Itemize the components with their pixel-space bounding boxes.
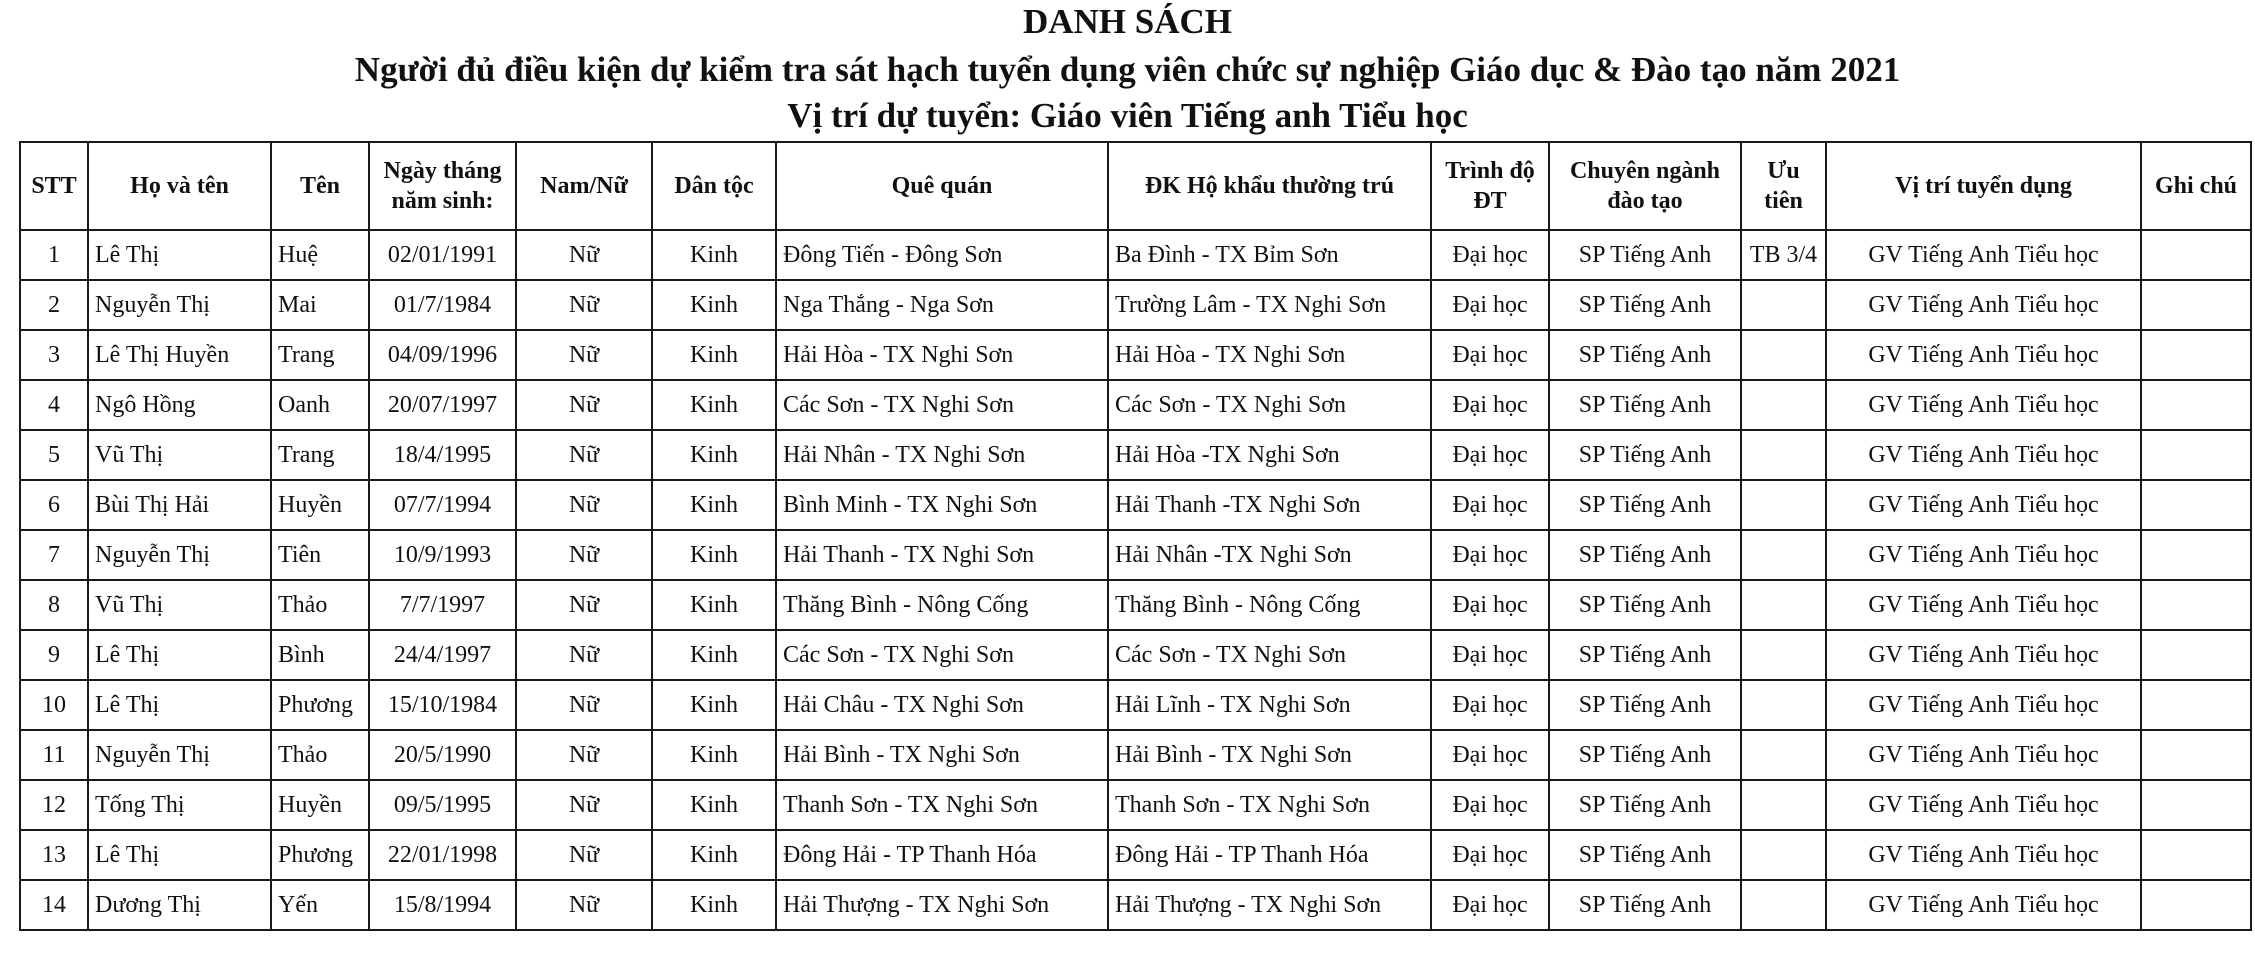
cell-uu-tien [1741, 330, 1826, 380]
cell-vi-tri: GV Tiếng Anh Tiểu học [1826, 430, 2141, 480]
table-row [20, 380, 2251, 430]
cell-ho-khau: Hải Hòa - TX Nghi Sơn [1108, 330, 1431, 380]
cell-dan-toc: Kinh [652, 880, 776, 930]
cell-ten: Trang [271, 330, 369, 380]
cell-ghi-chu [2141, 880, 2251, 930]
cell-ho-ten: Lê Thị [88, 830, 271, 880]
cell-stt: 5 [20, 430, 88, 480]
cell-ngay-sinh: 20/5/1990 [369, 730, 516, 780]
header-vi-tri: Vị trí tuyển dụng [1826, 142, 2141, 230]
cell-trinh-do: Đại học [1431, 530, 1549, 580]
table-row [20, 580, 2251, 630]
table-header-row [20, 142, 2251, 230]
cell-gioi-tinh: Nữ [516, 680, 652, 730]
cell-trinh-do: Đại học [1431, 430, 1549, 480]
cell-ngay-sinh: 15/10/1984 [369, 680, 516, 730]
cell-trinh-do: Đại học [1431, 680, 1549, 730]
header-ghi-chu: Ghi chú [2141, 142, 2251, 230]
cell-uu-tien [1741, 680, 1826, 730]
cell-stt: 2 [20, 280, 88, 330]
cell-ten: Mai [271, 280, 369, 330]
cell-ten: Tiên [271, 530, 369, 580]
cell-trinh-do: Đại học [1431, 380, 1549, 430]
cell-ho-khau: Các Sơn - TX Nghi Sơn [1108, 630, 1431, 680]
cell-ten: Huyền [271, 480, 369, 530]
cell-ho-khau: Các Sơn - TX Nghi Sơn [1108, 380, 1431, 430]
cell-ngay-sinh: 02/01/1991 [369, 230, 516, 280]
cell-stt: 9 [20, 630, 88, 680]
cell-ghi-chu [2141, 730, 2251, 780]
cell-ho-ten: Ngô Hồng [88, 380, 271, 430]
cell-que-quan: Thanh Sơn - TX Nghi Sơn [776, 780, 1108, 830]
cell-chuyen-nganh: SP Tiếng Anh [1549, 580, 1741, 630]
cell-ho-ten: Vũ Thị [88, 580, 271, 630]
cell-ghi-chu [2141, 680, 2251, 730]
cell-ghi-chu [2141, 380, 2251, 430]
cell-uu-tien [1741, 480, 1826, 530]
cell-vi-tri: GV Tiếng Anh Tiểu học [1826, 580, 2141, 630]
cell-chuyen-nganh: SP Tiếng Anh [1549, 680, 1741, 730]
cell-ten: Yến [271, 880, 369, 930]
cell-ngay-sinh: 07/7/1994 [369, 480, 516, 530]
cell-uu-tien [1741, 630, 1826, 680]
cell-vi-tri: GV Tiếng Anh Tiểu học [1826, 680, 2141, 730]
cell-ho-ten: Lê Thị Huyền [88, 330, 271, 380]
cell-ho-khau: Hải Thanh -TX Nghi Sơn [1108, 480, 1431, 530]
cell-que-quan: Hải Thanh - TX Nghi Sơn [776, 530, 1108, 580]
table-row [20, 680, 2251, 730]
cell-ghi-chu [2141, 480, 2251, 530]
cell-ho-khau: Thăng Bình - Nông Cống [1108, 580, 1431, 630]
cell-ghi-chu [2141, 830, 2251, 880]
cell-stt: 13 [20, 830, 88, 880]
cell-ho-khau: Đông Hải - TP Thanh Hóa [1108, 830, 1431, 880]
cell-uu-tien [1741, 730, 1826, 780]
document-title: DANH SÁCH [1022, 2, 1233, 41]
cell-ngay-sinh: 15/8/1994 [369, 880, 516, 930]
cell-trinh-do: Đại học [1431, 230, 1549, 280]
cell-dan-toc: Kinh [652, 580, 776, 630]
cell-uu-tien [1741, 830, 1826, 880]
cell-gioi-tinh: Nữ [516, 830, 652, 880]
cell-ho-ten: Tống Thị [88, 780, 271, 830]
cell-trinh-do: Đại học [1431, 830, 1549, 880]
cell-uu-tien [1741, 280, 1826, 330]
cell-trinh-do: Đại học [1431, 780, 1549, 830]
table-row [20, 630, 2251, 680]
cell-gioi-tinh: Nữ [516, 230, 652, 280]
cell-que-quan: Hải Thượng - TX Nghi Sơn [776, 880, 1108, 930]
cell-dan-toc: Kinh [652, 330, 776, 380]
cell-dan-toc: Kinh [652, 730, 776, 780]
cell-ghi-chu [2141, 780, 2251, 830]
table-row [20, 830, 2251, 880]
cell-ghi-chu [2141, 280, 2251, 330]
cell-gioi-tinh: Nữ [516, 880, 652, 930]
cell-vi-tri: GV Tiếng Anh Tiểu học [1826, 230, 2141, 280]
cell-ngay-sinh: 09/5/1995 [369, 780, 516, 830]
cell-dan-toc: Kinh [652, 380, 776, 430]
header-gioi-tinh: Nam/Nữ [516, 142, 652, 230]
cell-ho-khau: Hải Bình - TX Nghi Sơn [1108, 730, 1431, 780]
cell-uu-tien [1741, 780, 1826, 830]
cell-que-quan: Nga Thắng - Nga Sơn [776, 280, 1108, 330]
cell-ghi-chu [2141, 580, 2251, 630]
cell-dan-toc: Kinh [652, 630, 776, 680]
cell-ho-ten: Nguyễn Thị [88, 530, 271, 580]
cell-vi-tri: GV Tiếng Anh Tiểu học [1826, 330, 2141, 380]
cell-chuyen-nganh: SP Tiếng Anh [1549, 630, 1741, 680]
table-row [20, 480, 2251, 530]
cell-stt: 12 [20, 780, 88, 830]
cell-stt: 4 [20, 380, 88, 430]
cell-dan-toc: Kinh [652, 430, 776, 480]
header-dan-toc: Dân tộc [652, 142, 776, 230]
cell-vi-tri: GV Tiếng Anh Tiểu học [1826, 780, 2141, 830]
cell-ho-ten: Nguyễn Thị [88, 730, 271, 780]
cell-ngay-sinh: 24/4/1997 [369, 630, 516, 680]
table-row [20, 330, 2251, 380]
cell-ten: Thảo [271, 580, 369, 630]
cell-ho-ten: Bùi Thị Hải [88, 480, 271, 530]
header-uu-tien: Ưu tiên [1741, 142, 1826, 230]
cell-que-quan: Hải Hòa - TX Nghi Sơn [776, 330, 1108, 380]
cell-vi-tri: GV Tiếng Anh Tiểu học [1826, 880, 2141, 930]
cell-dan-toc: Kinh [652, 280, 776, 330]
cell-ten: Phương [271, 830, 369, 880]
cell-gioi-tinh: Nữ [516, 630, 652, 680]
cell-stt: 14 [20, 880, 88, 930]
cell-gioi-tinh: Nữ [516, 280, 652, 330]
document-subtitle: Người đủ điều kiện dự kiểm tra sát hạch tuyển dụng viên chức sự nghiệp Giáo dục & Đào tạo năm 2021 [354, 50, 1901, 89]
header-ngay-sinh: Ngày tháng năm sinh: [369, 142, 516, 230]
cell-ten: Thảo [271, 730, 369, 780]
cell-chuyen-nganh: SP Tiếng Anh [1549, 530, 1741, 580]
cell-uu-tien [1741, 880, 1826, 930]
cell-gioi-tinh: Nữ [516, 730, 652, 780]
cell-trinh-do: Đại học [1431, 880, 1549, 930]
cell-ho-khau: Trường Lâm - TX Nghi Sơn [1108, 280, 1431, 330]
cell-stt: 10 [20, 680, 88, 730]
cell-ngay-sinh: 7/7/1997 [369, 580, 516, 630]
cell-trinh-do: Đại học [1431, 280, 1549, 330]
cell-ngay-sinh: 04/09/1996 [369, 330, 516, 380]
table-row [20, 880, 2251, 930]
cell-chuyen-nganh: SP Tiếng Anh [1549, 730, 1741, 780]
cell-ho-khau: Hải Lĩnh - TX Nghi Sơn [1108, 680, 1431, 730]
cell-gioi-tinh: Nữ [516, 530, 652, 580]
header-chuyen-nganh: Chuyên ngành đào tạo [1549, 142, 1741, 230]
cell-chuyen-nganh: SP Tiếng Anh [1549, 880, 1741, 930]
cell-stt: 7 [20, 530, 88, 580]
cell-gioi-tinh: Nữ [516, 480, 652, 530]
cell-ngay-sinh: 10/9/1993 [369, 530, 516, 580]
cell-ho-ten: Lê Thị [88, 680, 271, 730]
cell-trinh-do: Đại học [1431, 330, 1549, 380]
cell-que-quan: Hải Châu - TX Nghi Sơn [776, 680, 1108, 730]
cell-dan-toc: Kinh [652, 680, 776, 730]
cell-ho-ten: Vũ Thị [88, 430, 271, 480]
table-row [20, 280, 2251, 330]
table-row [20, 530, 2251, 580]
cell-stt: 3 [20, 330, 88, 380]
cell-ten: Huệ [271, 230, 369, 280]
cell-ho-khau: Hải Thượng - TX Nghi Sơn [1108, 880, 1431, 930]
table-body [20, 230, 2251, 930]
cell-chuyen-nganh: SP Tiếng Anh [1549, 430, 1741, 480]
cell-que-quan: Hải Bình - TX Nghi Sơn [776, 730, 1108, 780]
cell-uu-tien [1741, 430, 1826, 480]
cell-vi-tri: GV Tiếng Anh Tiểu học [1826, 730, 2141, 780]
cell-chuyen-nganh: SP Tiếng Anh [1549, 780, 1741, 830]
cell-ngay-sinh: 01/7/1984 [369, 280, 516, 330]
header-stt: STT [20, 142, 88, 230]
header-que-quan: Quê quán [776, 142, 1108, 230]
cell-trinh-do: Đại học [1431, 730, 1549, 780]
cell-ngay-sinh: 20/07/1997 [369, 380, 516, 430]
header-ten: Tên [271, 142, 369, 230]
header-trinh-do: Trình độ ĐT [1431, 142, 1549, 230]
table-row [20, 780, 2251, 830]
cell-ho-ten: Lê Thị [88, 630, 271, 680]
cell-ghi-chu [2141, 330, 2251, 380]
cell-ho-khau: Thanh Sơn - TX Nghi Sơn [1108, 780, 1431, 830]
cell-vi-tri: GV Tiếng Anh Tiểu học [1826, 380, 2141, 430]
cell-gioi-tinh: Nữ [516, 380, 652, 430]
cell-chuyen-nganh: SP Tiếng Anh [1549, 830, 1741, 880]
cell-que-quan: Các Sơn - TX Nghi Sơn [776, 380, 1108, 430]
cell-ten: Trang [271, 430, 369, 480]
cell-trinh-do: Đại học [1431, 630, 1549, 680]
cell-ten: Huyền [271, 780, 369, 830]
candidate-table [19, 141, 2252, 931]
cell-stt: 11 [20, 730, 88, 780]
cell-gioi-tinh: Nữ [516, 330, 652, 380]
cell-que-quan: Hải Nhân - TX Nghi Sơn [776, 430, 1108, 480]
cell-dan-toc: Kinh [652, 530, 776, 580]
cell-ho-ten: Lê Thị [88, 230, 271, 280]
cell-dan-toc: Kinh [652, 230, 776, 280]
cell-que-quan: Các Sơn - TX Nghi Sơn [776, 630, 1108, 680]
table-row [20, 230, 2251, 280]
cell-trinh-do: Đại học [1431, 580, 1549, 630]
cell-stt: 1 [20, 230, 88, 280]
cell-chuyen-nganh: SP Tiếng Anh [1549, 330, 1741, 380]
cell-vi-tri: GV Tiếng Anh Tiểu học [1826, 280, 2141, 330]
cell-ho-khau: Ba Đình - TX Bỉm Sơn [1108, 230, 1431, 280]
cell-ten: Phương [271, 680, 369, 730]
header-ho-ten: Họ và tên [88, 142, 271, 230]
cell-ghi-chu [2141, 230, 2251, 280]
cell-chuyen-nganh: SP Tiếng Anh [1549, 480, 1741, 530]
cell-dan-toc: Kinh [652, 480, 776, 530]
cell-trinh-do: Đại học [1431, 480, 1549, 530]
table-row [20, 430, 2251, 480]
cell-ho-khau: Hải Nhân -TX Nghi Sơn [1108, 530, 1431, 580]
cell-uu-tien: TB 3/4 [1741, 230, 1826, 280]
cell-ho-ten: Dương Thị [88, 880, 271, 930]
cell-gioi-tinh: Nữ [516, 780, 652, 830]
cell-que-quan: Thăng Bình - Nông Cống [776, 580, 1108, 630]
cell-que-quan: Đông Hải - TP Thanh Hóa [776, 830, 1108, 880]
cell-chuyen-nganh: SP Tiếng Anh [1549, 380, 1741, 430]
cell-ho-ten: Nguyễn Thị [88, 280, 271, 330]
cell-vi-tri: GV Tiếng Anh Tiểu học [1826, 630, 2141, 680]
cell-dan-toc: Kinh [652, 830, 776, 880]
cell-que-quan: Bình Minh - TX Nghi Sơn [776, 480, 1108, 530]
cell-que-quan: Đông Tiến - Đông Sơn [776, 230, 1108, 280]
header-ho-khau: ĐK Hộ khẩu thường trú [1108, 142, 1431, 230]
cell-uu-tien [1741, 580, 1826, 630]
cell-ho-khau: Hải Hòa -TX Nghi Sơn [1108, 430, 1431, 480]
cell-stt: 8 [20, 580, 88, 630]
position-line: Vị trí dự tuyển: Giáo viên Tiếng anh Tiểu học [787, 96, 1468, 135]
cell-stt: 6 [20, 480, 88, 530]
cell-ghi-chu [2141, 530, 2251, 580]
cell-ngay-sinh: 22/01/1998 [369, 830, 516, 880]
cell-uu-tien [1741, 380, 1826, 430]
cell-vi-tri: GV Tiếng Anh Tiểu học [1826, 830, 2141, 880]
cell-gioi-tinh: Nữ [516, 580, 652, 630]
cell-gioi-tinh: Nữ [516, 430, 652, 480]
cell-ghi-chu [2141, 630, 2251, 680]
cell-vi-tri: GV Tiếng Anh Tiểu học [1826, 480, 2141, 530]
cell-uu-tien [1741, 530, 1826, 580]
cell-ngay-sinh: 18/4/1995 [369, 430, 516, 480]
table-row [20, 730, 2251, 780]
cell-ghi-chu [2141, 430, 2251, 480]
cell-vi-tri: GV Tiếng Anh Tiểu học [1826, 530, 2141, 580]
cell-chuyen-nganh: SP Tiếng Anh [1549, 280, 1741, 330]
cell-ten: Bình [271, 630, 369, 680]
cell-dan-toc: Kinh [652, 780, 776, 830]
cell-chuyen-nganh: SP Tiếng Anh [1549, 230, 1741, 280]
cell-ten: Oanh [271, 380, 369, 430]
